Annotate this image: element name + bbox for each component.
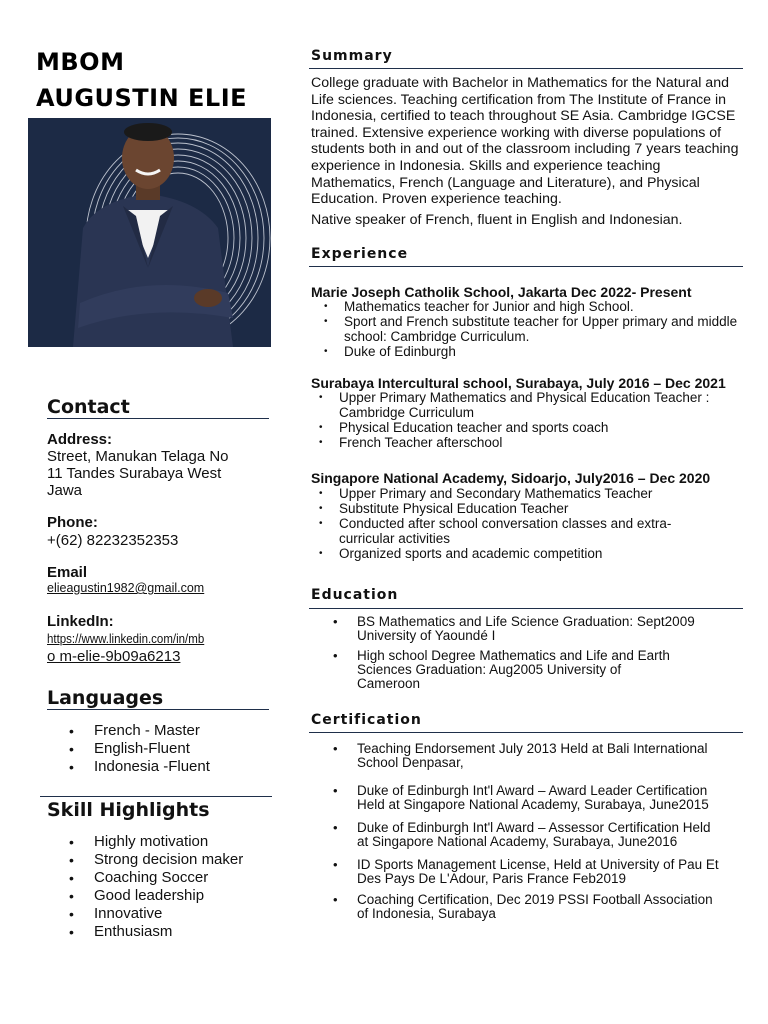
list-item: • Strong decision maker [47, 851, 243, 869]
summary-languages-note: Native speaker of French, fluent in English and Indonesian. [311, 212, 683, 228]
list-item: • Duke of Edinburgh Int'l Award – Award Leader Certification Held at Singapore National Academy, Surabaya, June2015 [333, 783, 709, 812]
education-list [333, 614, 747, 691]
address-line: Jawa [47, 482, 83, 499]
list-item: • Substitute Physical Education Teacher [319, 501, 569, 516]
certification-list [333, 741, 752, 921]
list-item: • Mathematics teacher for Junior and high School. [324, 299, 634, 314]
job-bullets [319, 390, 719, 450]
list-item: • Duke of Edinburgh [324, 344, 456, 359]
job-heading: Marie Joseph Catholik School, Jakarta Dec 2022- Present [311, 284, 692, 300]
list-item: • BS Mathematics and Life Science Graduation: Sept2009 University of Yaoundé I [333, 614, 695, 643]
list-item: • Conducted after school conversation classes and extra-curricular activities [319, 516, 672, 546]
profile-photo [28, 118, 271, 347]
list-item: • Innovative [47, 905, 243, 923]
list-item: • Organized sports and academic competition [319, 546, 603, 561]
phone-label: Phone: [47, 514, 98, 531]
linkedin-link-line-1[interactable]: https://www.linkedin.com/in/mb [47, 632, 205, 646]
education-divider [309, 608, 743, 609]
linkedin-label: LinkedIn: [47, 613, 114, 630]
list-item: • Good leadership [47, 887, 243, 905]
email-link[interactable]: elieagustin1982@gmail.com [47, 581, 205, 595]
list-item: • French - Master [47, 722, 210, 740]
list-item: • English-Fluent [47, 740, 210, 758]
education-heading: Education [311, 587, 399, 603]
address-line: Street, Manukan Telaga No [47, 448, 229, 465]
name-line-1: MBOM [36, 48, 125, 76]
list-item: • ID Sports Management License, Held at University of Pau Et Des Pays De L'Adour, Paris France Feb2019 [333, 857, 719, 886]
languages-list [47, 722, 210, 776]
address-line: 11 Tandes Surabaya West [47, 465, 222, 482]
list-item: • Sport and French substitute teacher for Upper primary and middle school: Cambridge Curriculum. [324, 314, 738, 344]
languages-heading: Languages [47, 687, 164, 709]
summary-paragraph: College graduate with Bachelor in Mathematics for the Natural and Life sciences. Teaching certification from The Institute of France in Indonesia, certified to teach throughout SE Asia. Cambridge IGCSE trained. Extensive experience working with diverse populations of students both in and out of the classroom including 7 years teaching experience in Indonesia. Skills and experience teaching Mathematics, French (Language and Literature), and Physical Education. Proven experience teaching. [311, 75, 739, 208]
linkedin-link-line-2[interactable]: o m-elie-9b09a6213 [47, 648, 181, 665]
list-item: • Coaching Certification, Dec 2019 PSSI Football Association of Indonesia, Surabaya [333, 892, 713, 921]
experience-heading: Experience [311, 246, 409, 262]
address-value [47, 448, 267, 499]
certification-divider [309, 732, 743, 733]
skills-divider-top [40, 796, 272, 797]
job-heading: Singapore National Academy, Sidoarjo, July2016 – Dec 2020 [311, 470, 711, 486]
list-item: • Coaching Soccer [47, 869, 243, 887]
list-item: • French Teacher afterschool [319, 435, 503, 450]
contact-divider [47, 418, 269, 419]
list-item: • Indonesia -Fluent [47, 758, 210, 776]
summary-heading: Summary [311, 48, 393, 64]
experience-divider [309, 266, 743, 267]
summary-divider [309, 68, 743, 69]
list-item: • Highly motivation [47, 833, 243, 851]
list-item: • High school Degree Mathematics and Life and Earth Sciences Graduation: Aug2005 University of Cameroon [333, 648, 670, 691]
address-label: Address: [47, 431, 113, 448]
list-item: • Upper Primary and Secondary Mathematics Teacher [319, 486, 653, 501]
skills-list [47, 833, 243, 941]
list-item: • Enthusiasm [47, 923, 243, 941]
list-item: • Duke of Edinburgh Int'l Award – Assessor Certification Held at Singapore National Academy, Surabaya, June2016 [333, 820, 711, 849]
job-heading: Surabaya Intercultural school, Surabaya, July 2016 – Dec 2021 [311, 375, 726, 391]
email-label: Email [47, 564, 88, 581]
job-bullets [319, 486, 684, 561]
languages-divider [47, 709, 269, 710]
job-bullets [324, 299, 744, 359]
contact-heading: Contact [47, 396, 130, 418]
list-item: • Upper Primary Mathematics and Physical Education Teacher : Cambridge Curriculum [319, 390, 710, 420]
name-line-2: AUGUSTIN ELIE [36, 84, 248, 112]
phone-value: +(62) 82232352353 [47, 532, 179, 549]
list-item: • Teaching Endorsement July 2013 Held at Bali International School Denpasar, [333, 741, 708, 770]
skills-heading: Skill Highlights [47, 799, 210, 821]
list-item: • Physical Education teacher and sports coach [319, 420, 609, 435]
candidate-name [36, 44, 247, 116]
certification-heading: Certification [311, 712, 422, 728]
